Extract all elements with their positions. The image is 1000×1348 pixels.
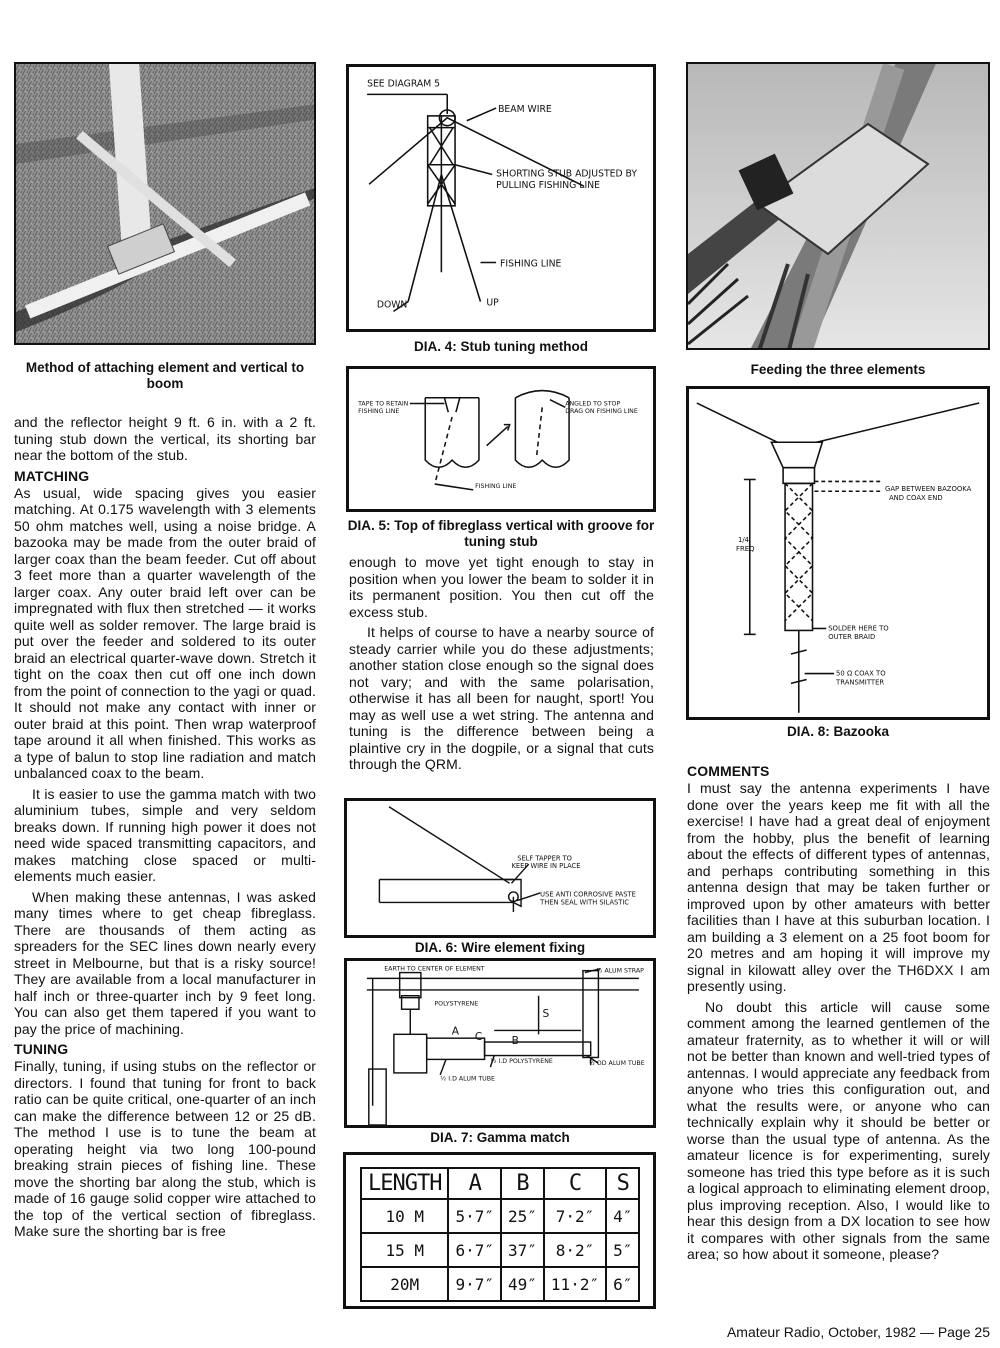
dia8-solder-label-1: SOLDER HERE TO [828, 624, 889, 633]
col3-paragraph-2: No doubt this article will cause some comment among the learned gentlemen of the amateur fraternity, as to whether it will or will not be better than known and well-tried types of antennas. I would appreciate any feedback from anyone who tries this configuration out, and what the results were, or anyone who can technically explain why it should be better or worse than the usual type of antenna. As the amateur licence is for experimenting, surely someone has tried this type before as it is such a logical approach to eliminating element droop, plus improving reception. Also, I would like to hear this design from a DX location to see how it compares with other signals from the same area; so how about it someone, please? [687, 998, 990, 1262]
column-left-text [14, 414, 316, 1244]
dia7-caption: DIA. 7: Gamma match [430, 1130, 570, 1145]
dia5-tape-label-2: FISHING LINE [358, 408, 400, 416]
dia8-solder-label-2: OUTER BRAID [828, 633, 876, 642]
dia5-tape-label-1: TAPE TO RETAIN [358, 400, 409, 408]
table-row [361, 1233, 639, 1267]
col1-paragraph-3: It is easier to use the gamma match with two aluminium tubes, simple and very seldom breaks down. If running high power it does not need wide spaced transmitting capacitors, and makes matching close spaced or multi-elements much easier. [14, 785, 316, 884]
dia4-see-label: SEE DIAGRAM 5 [367, 78, 441, 90]
dia6-paste-label-1: USE ANTI CORROSIVE PASTE [540, 890, 636, 899]
page-footer: Amateur Radio, October, 1982 — Page 25 [726, 1324, 990, 1340]
table-cell: 11·2″ [544, 1267, 606, 1301]
column-middle-text [349, 554, 654, 777]
length-table-header: B [501, 1168, 544, 1199]
length-table [360, 1167, 640, 1302]
dia7-c-label: C [474, 1030, 483, 1044]
dia4-figure [346, 64, 656, 332]
col1-paragraph-5: Finally, tuning, if using stubs on the reflector or directors. I found that tuning for front to back ratio can be quite critical, one-quarter of an inch can make the difference between 12 or 25 dB. The method I use is to tune the beam at operating height via two long 100-pound breaking strain pieces of fishing line. These move the shorting bar along the stub, which is made of 16 gauge solid copper wire attached to the top of the vertical section of fibreglass. Make sure the shorting bar is free [14, 1058, 316, 1239]
heading-matching: MATCHING [14, 467, 90, 484]
table-cell: 6″ [606, 1267, 639, 1301]
dia6-diagram [347, 801, 653, 935]
table-cell: 4″ [606, 1199, 639, 1233]
col1-paragraph-4: When making these antennas, I was asked many times where to get cheap fibreglass. There are thousands of them acting as spreaders for the SEC lines down nearly every street in Melbourne, but that is a risky source! They are available from a local manufacturer in half inch or three-quarter inch by 9 feet long. You can also get them tapered if you want to pay the price of machining. [14, 888, 316, 1037]
dia5-caption [346, 518, 656, 550]
col1-paragraph-2: As usual, wide spacing gives you easier matching. At 0.175 wavelength with 3 elements 50 ohm matches well, using a noise bridge. A bazooka may be made from the outer braid of larger coax than the beam feeder. Cut off about 3 feet more than a quarter wavelength of the larger coax. Any outer braid left over can be impregnated with flux then stretched — it works quite well as solder remover. The large braid is put over the feeder and soldered to its outer braid an electrical quarter-wave down. Stretch it tight on the coax then cut off one inch down from the point of connection to the yagi or quad. It should not make any contact with inner or outer braid at this point. Then wrap waterproof tape around it all when finished. This works as a type of balun to stop line radiation and match unbalanced coax to the beam. [14, 484, 316, 781]
dia7-b-label: B [511, 1033, 519, 1047]
length-table-header-row [361, 1168, 639, 1199]
table-cell: 7·2″ [544, 1199, 606, 1233]
column-right-text [687, 761, 990, 1267]
photo1-caption: Method of attaching element and vertical to boom [25, 360, 305, 391]
table-cell: 10 M [361, 1199, 448, 1233]
dia6-caption: DIA. 6: Wire element fixing [414, 940, 586, 955]
dia4-caption: DIA. 4: Stub tuning method [414, 339, 588, 354]
dia7-earth-label: EARTH TO CENTER OF ELEMENT [384, 965, 485, 973]
table-cell: 25″ [501, 1199, 544, 1233]
dia5-fishing-label: FISHING LINE [475, 482, 517, 490]
dia5-angled-label-2: DRAG ON FISHING LINE [565, 408, 638, 416]
length-table-box [343, 1152, 656, 1309]
table-row [361, 1267, 639, 1301]
dia7-a-label: A [451, 1024, 460, 1038]
dia8-gap-label-2: AND COAX END [888, 494, 943, 503]
dia6-self-label-2: KEEP WIRE IN PLACE [511, 862, 581, 870]
dia6-paste-label-2: THEN SEAL WITH SILASTIC [540, 898, 630, 907]
length-table-header: LENGTH [361, 1168, 448, 1199]
dia7-id-tube-label: ½ I.D ALUM TUBE [440, 1075, 496, 1083]
dia5-figure [346, 366, 656, 512]
dia8-caption: DIA. 8: Bazooka [786, 724, 890, 739]
length-table-header: A [448, 1168, 501, 1199]
dia7-diagram [347, 961, 653, 1125]
dia4-beam-wire-label: BEAM WIRE [498, 103, 552, 115]
table-cell: 5·7″ [448, 1199, 501, 1233]
dia8-quarter-label-2: FREQ [736, 545, 755, 554]
dia7-s-label: S [542, 1006, 550, 1020]
table-cell: 49″ [501, 1267, 544, 1301]
dia7-strap-label: ½ ALUM STRAP [596, 967, 644, 975]
table-cell: 5″ [606, 1233, 639, 1267]
table-cell: 20M [361, 1267, 448, 1301]
dia6-figure [344, 798, 656, 938]
photo-feeding-elements [686, 62, 990, 350]
photo-feeding-elements-image [688, 64, 990, 350]
dia7-poly2-label: ½ I.D POLYSTYRENE [490, 1058, 553, 1066]
table-cell: 9·7″ [448, 1267, 501, 1301]
dia5-caption-text: DIA. 5: Top of fibreglass vertical with groove for tuning stub [347, 518, 655, 549]
dia8-coax-label-1: 50 Ω COAX TO [836, 669, 886, 678]
table-row [361, 1199, 639, 1233]
heading-comments: COMMENTS [687, 763, 770, 779]
heading-tuning: TUNING [14, 1041, 69, 1057]
col3-paragraph-1: I must say the antenna experiments I have done over the years keep me fit with all the exercise! I have had a great deal of enjoyment from the hobby, plus the benefit of learning about the effects of different types of antennas, and perhaps contributing something in this antenna design that may be taken further or improved upon by other amateurs with better facilities than I have at this suburban location. I am building a 3 element on a 25 foot boom for 20 metres and am hoping it will improve my signal in kilowatt alley over the TH6DXX I am presently using. [687, 780, 990, 994]
dia8-figure [686, 386, 990, 720]
col2-paragraph-1: enough to move yet tight enough to stay in position when you lower the beam to solder it in its permanent position. You then cut off the excess stub. [349, 554, 654, 620]
dia8-diagram [689, 389, 987, 717]
dia7-poly-label: POLYSTYRENE [434, 1000, 479, 1008]
table-cell: 15 M [361, 1233, 448, 1267]
dia6-self-label-1: SELF TAPPER TO [517, 854, 572, 863]
table-cell: 8·2″ [544, 1233, 606, 1267]
dia8-gap-label-1: GAP BETWEEN BAZOOKA [885, 485, 972, 494]
dia4-fishing-label: FISHING LINE [500, 258, 562, 270]
col1-paragraph-1: and the reflector height 9 ft. 6 in. with a 2 ft. tuning stub down the vertical, its shorting bar near the bottom of the stub. [14, 414, 316, 463]
dia4-down-label: DOWN [376, 299, 408, 311]
dia4-stub-label-2: PULLING FISHING LINE [496, 180, 600, 192]
photo2-caption: Feeding the three elements [750, 362, 926, 377]
dia7-figure [344, 958, 656, 1128]
dia5-angled-label-1: ANGLED TO STOP [565, 400, 621, 408]
dia7-od-tube-label: ½ OD ALUM TUBE [588, 1060, 645, 1068]
dia8-quarter-label-1: 1/4 [738, 536, 750, 545]
length-table-header: C [544, 1168, 606, 1199]
table-cell: 37″ [501, 1233, 544, 1267]
dia4-stub-label-1: SHORTING STUB ADJUSTED BY [496, 168, 638, 180]
dia4-up-label: UP [486, 297, 499, 309]
photo-element-boom-image [16, 64, 316, 345]
length-table-header: S [606, 1168, 639, 1199]
col2-paragraph-2: It helps of course to have a nearby source of steady carrier while you do these adjustments; another station close enough so the signal does not vary; and with the same polarisation, otherwise it has all been for naught, sport! You may as well use a wet string. The antenna and tuning is the difference between being a plaintive cry in the dogpile, or a signal that cuts through the QRM. [349, 624, 654, 772]
dia8-coax-label-2: TRANSMITTER [836, 678, 885, 687]
dia4-diagram [349, 67, 653, 329]
dia5-diagram [349, 369, 653, 509]
table-cell: 6·7″ [448, 1233, 501, 1267]
photo-element-boom [14, 62, 316, 345]
